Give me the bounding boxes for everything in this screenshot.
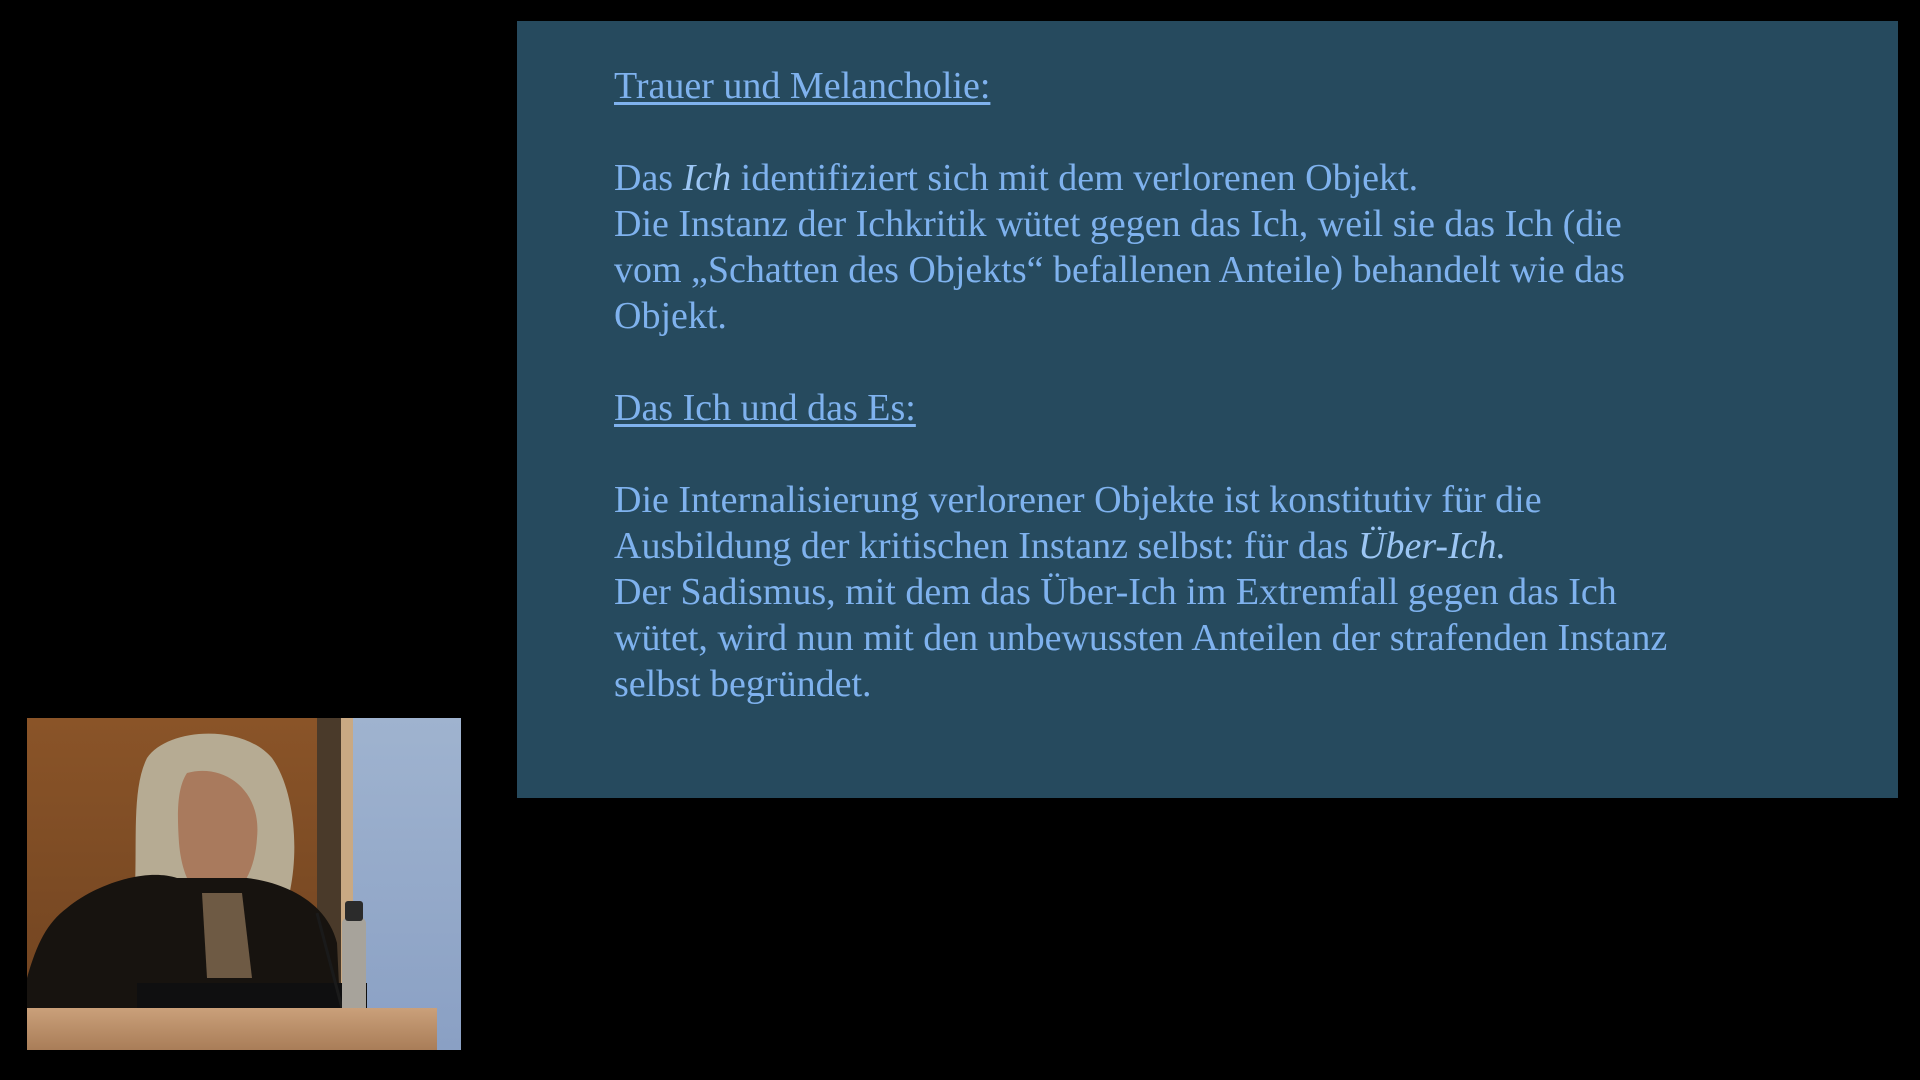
slide-paragraph-2-line-3: Objekt.	[614, 295, 727, 337]
slide-paragraph-4-line-2: wütet, wird nun mit den unbewussten Anteilen der strafenden Instanz	[614, 617, 1668, 659]
emphasis-ueber-ich: Über-Ich.	[1358, 525, 1507, 567]
slide-paragraph-4-line-1: Der Sadismus, mit dem das Über-Ich im Extremfall gegen das Ich	[614, 571, 1617, 613]
slide-paragraph-3-line-1: Die Internalisierung verlorener Objekte ist konstitutiv für die	[614, 479, 1542, 521]
presentation-slide	[517, 21, 1898, 798]
slide-paragraph-4-line-3: selbst begründet.	[614, 663, 872, 705]
slide-paragraph-1: Das Ich identifiziert sich mit dem verlorenen Objekt.	[614, 157, 1419, 199]
slide-paragraph-3-line-2: Ausbildung der kritischen Instanz selbst: für das Über-Ich.	[614, 525, 1507, 567]
emphasis-ich: Ich	[682, 157, 732, 199]
slide-heading-trauer: Trauer und Melancholie:	[614, 65, 991, 107]
slide-paragraph-2-line-1: Die Instanz der Ichkritik wütet gegen das Ich, weil sie das Ich (die	[614, 203, 1622, 245]
slide-heading-ich-es: Das Ich und das Es:	[614, 387, 916, 429]
slide-content	[614, 63, 1844, 707]
slide-paragraph-2-line-2: vom „Schatten des Objekts“ befallenen Anteile) behandelt wie das	[614, 249, 1625, 291]
speaker-figure	[27, 718, 461, 1050]
speaker-video-feed	[27, 718, 461, 1050]
